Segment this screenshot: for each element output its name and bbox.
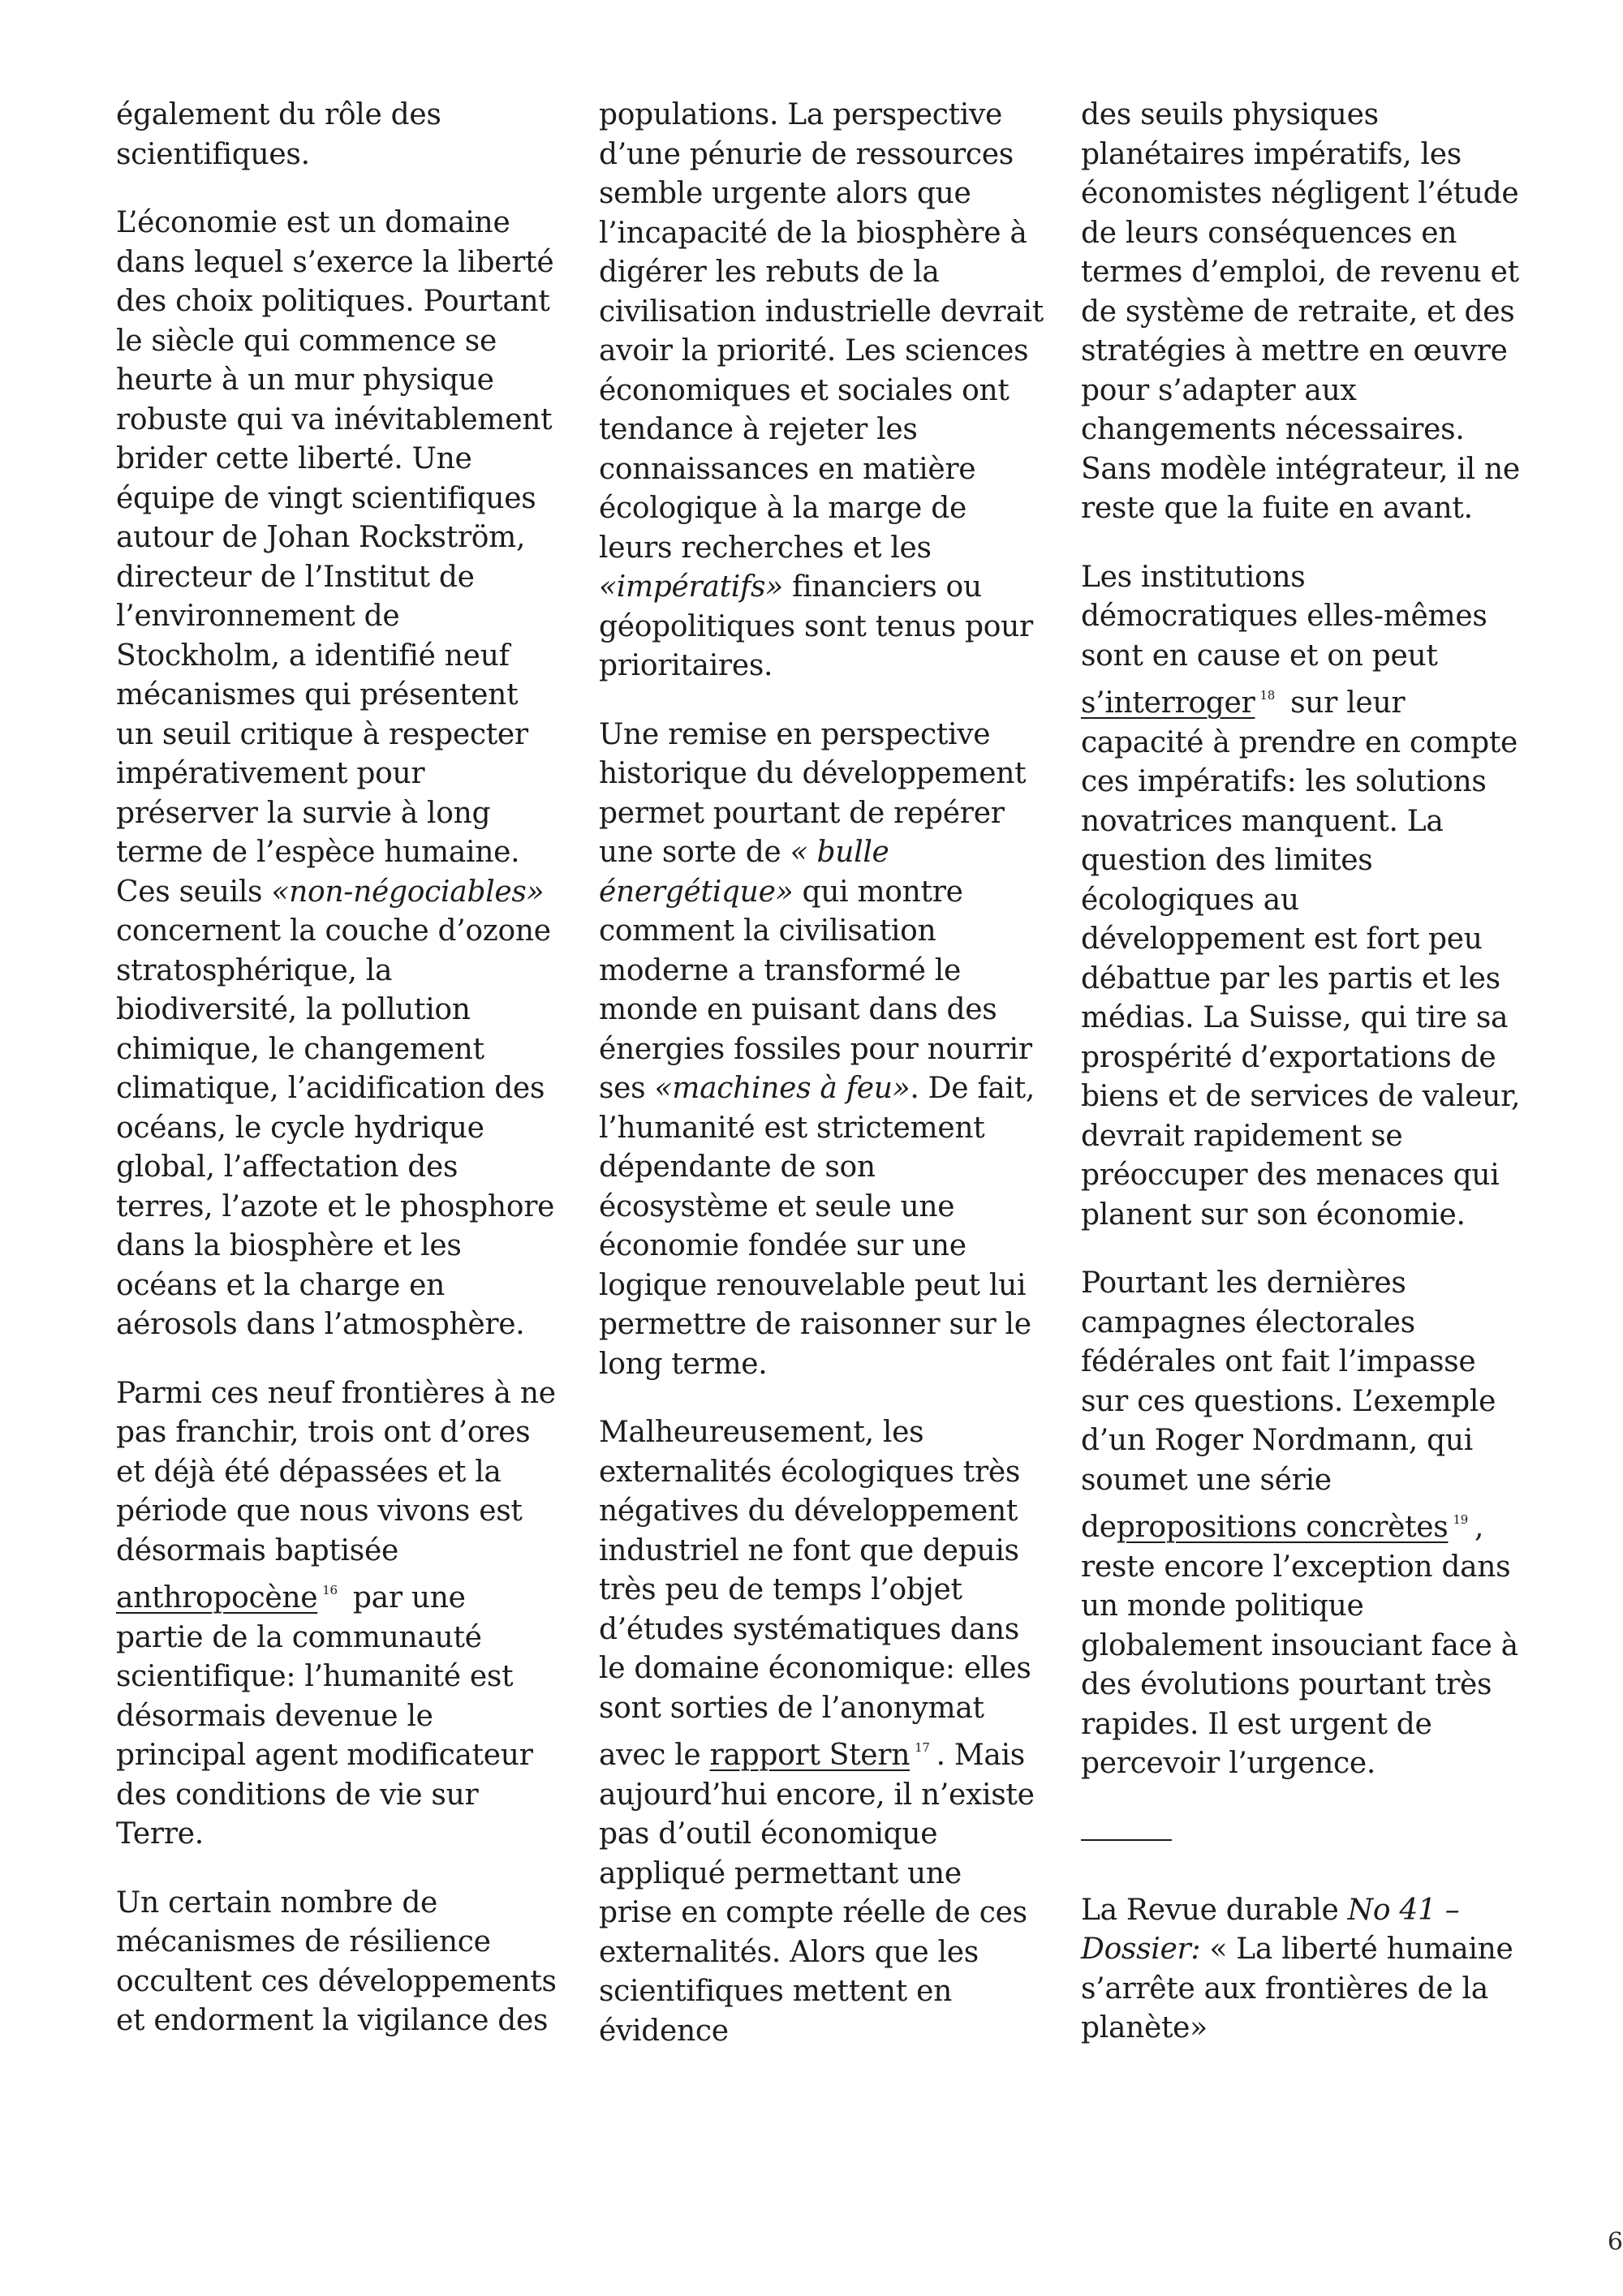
paragraph-text: . Mais aujourd’hui encore, il n’existe pas d’outil économique appliqué permettant une prise en compte réelle de ces externalités. Alors que les scientifiques mettent en évidence <box>599 1739 1035 2048</box>
link-rapport-stern[interactable]: rapport Stern <box>709 1739 911 1772</box>
paragraph-text: , reste encore l’exception dans un monde politique globalement insouciant face à des évolutions pourtant très rapides. Il est urgent de percevoir l’urgence. <box>1081 1511 1518 1780</box>
footnote-ref[interactable]: 18 <box>1259 688 1275 703</box>
paragraph <box>116 204 561 1345</box>
paragraph-text: Une remise en perspective historique du développement permet pourtant de repérer une sorte de <box>599 717 1027 869</box>
paragraph <box>599 1413 1044 2051</box>
emphasis-text: «impératifs» <box>599 570 783 604</box>
footnote-ref[interactable]: 19 <box>1453 1512 1468 1527</box>
column-1 <box>116 96 561 2070</box>
paragraph-text: . De fait, l’humanité est strictement dépendante de son écosystème et seule une économie fondée sur une logique renouvelable peut lui permettre de raisonner sur le long terme. <box>599 1072 1035 1381</box>
paragraph <box>116 1374 561 1855</box>
paragraph <box>599 716 1044 1385</box>
paragraph <box>116 96 561 174</box>
link-propositions-concretes[interactable]: propositions concrètes <box>1116 1511 1449 1544</box>
column-2 <box>599 96 1044 2080</box>
emphasis-text: «machines à feu» <box>654 1072 911 1105</box>
paragraph-text: également du rôle des scientifiques. <box>116 98 441 171</box>
divider <box>1081 1839 1172 1841</box>
paragraph <box>1081 96 1526 529</box>
source-note <box>1081 1891 1526 2049</box>
source-emphasis: No 41 – Dossier: <box>1081 1893 1460 1966</box>
paragraph <box>1081 558 1526 1236</box>
footnote-ref[interactable]: 17 <box>915 1740 930 1755</box>
paragraph-text: Pourtant les dernières campagnes électorales fédérales ont fait l’impasse sur ces questions. L’exemple d’un Roger Nordmann, qui soumet une série de <box>1081 1266 1496 1544</box>
source-text: La Revue durable <box>1081 1893 1339 1927</box>
emphasis-text: « bulle énergétique» <box>599 836 889 909</box>
paragraph-text: concernent la couche d’ozone stratosphérique, la biodiversité, la pollution chimique, le changement climatique, l’acidification des océans, le cycle hydrique global, l’affectation des terres, l’azote et le phosphore dans la biosphère et les océans et la charge en aérosols dans l’atmosphère. <box>116 914 555 1341</box>
paragraph-text: par une partie de la communauté scientifique: l’humanité est désormais devenue le principal agent modificateur des conditions de vie sur Terre. <box>116 1581 533 1851</box>
paragraph-text: qui montre comment la civilisation moderne a transformé le monde en puisant dans des énergies fossiles pour nourrir ses <box>599 875 1032 1105</box>
paragraph-text: Un certain nombre de mécanismes de résilience occultent ces développements et endorment la vigilance des <box>116 1885 557 2037</box>
link-anthropocene[interactable]: anthropocène <box>116 1581 318 1615</box>
emphasis-text: «non-négociables» <box>271 875 545 909</box>
paragraph-text: Parmi ces neuf frontières à ne pas franchir, trois ont d’ores et déjà été dépassées et la période que nous vivons est désormais baptisée <box>116 1376 556 1567</box>
paragraph <box>116 1884 561 2041</box>
paragraph-text: sur leur capacité à prendre en compte ces impératifs: les solutions novatrices manquent. La question des limites écologiques au développement est fort peu débattue par les partis et les médias. La Suisse, qui tire sa prospérité d’exportations de biens et de services de valeur, devrait rapidement se préoccuper des menaces qui planent sur son économie. <box>1081 686 1521 1232</box>
footnote-ref[interactable]: 16 <box>322 1583 338 1597</box>
paragraph <box>599 96 1044 686</box>
paragraph <box>1081 1264 1526 1784</box>
paragraph-text: Les institutions démocratiques elles-mêmes sont en cause et on peut <box>1081 560 1487 673</box>
paragraph-text: populations. La perspective d’une pénurie de ressources semble urgente alors que l’incapacité de la biosphère à digérer les rebuts de la civilisation industrielle devrait avoir la priorité. Les sciences économiques et sociales ont tendance à rejeter les connaissances en matière écologique à la marge de leurs recherches et les <box>599 98 1044 565</box>
paragraph-text: financiers ou géopolitiques sont tenus pour prioritaires. <box>599 570 1033 682</box>
paragraph-text: Malheureusement, les externalités écologiques très négatives du développement industriel ne font que depuis très peu de temps l’objet d’études systématiques dans le domaine économique: elles sont sorties de l’anonymat avec le <box>599 1416 1031 1772</box>
link-sinterroger[interactable]: s’interroger <box>1081 686 1255 720</box>
paragraph-text: des seuils physiques planétaires impératifs, les économistes négligent l’étude de leurs conséquences en termes d’emploi, de revenu et de système de retraite, et des stratégies à mettre en œuvre pour s’adapter aux changements nécessaires. Sans modèle intégrateur, il ne reste que la fuite en avant. <box>1081 98 1520 525</box>
column-3 <box>1081 96 1526 2078</box>
paragraph-text: L’économie est un domaine dans lequel s’exerce la liberté des choix politiques. Pourtant le siècle qui commence se heurte à un mur physique robuste qui va inévitablement brider cette liberté. Une équipe de vingt scientifiques autour de Johan Rockström, directeur de l’Institut de l’environnement de Stockholm, a identifié neuf mécanismes qui présentent un seuil critique à respecter impérativement pour préserver la survie à long terme de l’espèce humaine. Ces seuils <box>116 206 554 909</box>
source-text: « La liberté humaine s’arrête aux frontières de la planète» <box>1081 1933 1513 2044</box>
page-number: 6 <box>1607 2228 1623 2256</box>
